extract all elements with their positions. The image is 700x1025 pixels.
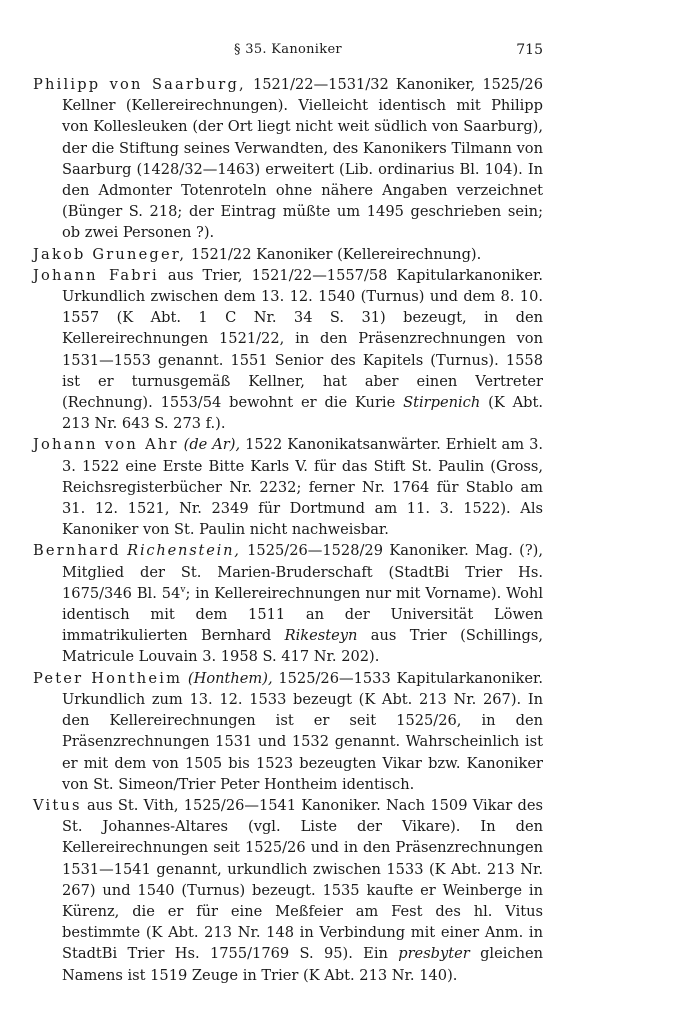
entry-text: 1525/26—1528/29 Kanoniker. Mag. (?), Mitglied der St. Marien-Bruderschaft (StadtBi Trier Hs. 1675/346 Bl. 54 [62, 542, 543, 602]
running-header [33, 40, 543, 62]
entry-text: 1522 Kanonikatsanwärter. Erhielt am 3. 3. 1522 eine Erste Bitte Karls V. für das Stift St. Paulin (Gross, Reichsregisterbücher Nr. 2232; ferner Nr. 1764 für Stablo am 31. 12. 1521, Nr. 2349 für Dortmund am 11. 3. 1522). Als Kanoniker von St. Paulin nicht nachweisbar. [62, 436, 543, 539]
entry-text: 1525/26—1533 Kapitularkanoniker. Urkundlich zum 13. 12. 1533 bezeugt (K Abt. 213 Nr. 267). In den Kellereirechnungen ist er seit 1525/26, in den Präsenzrechnungen 1531 und 1532 genannt. Wahrscheinlich ist er mit dem von 1505 bis 1523 bezeugten Vikar bzw. Kanoniker von St. Simeon/Trier Peter Hontheim identisch. [62, 669, 543, 793]
entry-text: aus Trier, 1521/22—1557/58 Kapitularkanoniker. Urkundlich zwischen dem 13. 12. 1540 (Turnus) und dem 8. 10. 1557 (K Abt. 1 C Nr. 34 S. 31) bezeugt, in den Kellereirechnungen 1521/22, in den Präsenzrechnungen von 1531—1553 genannt. 1551 Senior des Kapitels (Turnus). 1558 ist er turnusgemäß Kellner, hat aber einen Vertreter (Rechnung). 1553/54 bewohnt er die Kurie [62, 266, 543, 412]
entry-name: Vitus [33, 796, 82, 814]
entry-italic-term: presbyter [398, 945, 470, 963]
entry-italic-term: Rikesteyn [284, 627, 358, 645]
section-title: § 35. Kanoniker [234, 42, 342, 57]
document-page [33, 40, 543, 986]
entry-johann-von-ahr [33, 434, 543, 540]
page-number: 715 [516, 42, 543, 58]
entry-name: Philipp von Saarburg, [33, 76, 246, 93]
entry-text-continued: ; in Kellereirechnungen nur mit Vorname). Wohl identisch mit dem 1511 an der Universität Löwen immatrikulierten Bernhard [62, 584, 543, 645]
entry-jakob-gruneger [33, 244, 543, 265]
entry-peter-hontheim [33, 668, 543, 795]
entry-surname: Richenstein, [127, 542, 241, 560]
entry-philipp-von-saarburg [33, 74, 543, 244]
entry-text: 1521/22—1531/32 Kanoniker, 1525/26 Kellner (Kellereirechnungen). Vielleicht identisch mit Philipp von Kollesleuken (der Ort liegt nicht weit südlich von Saarburg), der die Stiftung seines Verwandten, des Kanonikers Tilmann von Saarburg (1428/32—1463) erweitert (Lib. ordinarius Bl. 104). In den Admonter Totenroteln ohne nähere Angaben verzeichnet (Bünger S. 218; der Eintrag müßte um 1495 geschrieben sein; ob zwei Personen ?). [62, 76, 543, 242]
entry-text-tail: gleichen Namens ist 1519 Zeuge in Trier (K Abt. 213 Nr. 140). [62, 945, 543, 984]
entry-italic-term: Stirpenich [403, 394, 481, 412]
entry-bernhard-richenstein [33, 540, 543, 667]
entry-text: 1521/22 Kanoniker (Kellereirechnung). [186, 245, 482, 263]
entry-johann-fabri [33, 265, 543, 435]
entry-vitus [33, 795, 543, 986]
entry-superscript: v [180, 585, 186, 596]
entry-text-tail: (K Abt. 213 Nr. 643 S. 273 f.). [62, 394, 543, 433]
entry-text: aus St. Vith, 1525/26—1541 Kanoniker. Nach 1509 Vikar des St. Johannes-Altares (vgl. Liste der Vikare). In den Kellereirechnungen seit 1525/26 und in den Präsenzrechnungen 1531—1541 genannt, urkundlich zwischen 1533 (K Abt. 213 Nr. 267) und 1540 (Turnus) bezeugt. 1535 kaufte er Weinberge in Kürenz, die er für eine Meßfeier am Fest des hl. Vitus bestimmte (K Abt. 213 Nr. 148 in Verbindung mit einer Anm. in StadtBi Trier Hs. 1755/1769 S. 95). Ein [62, 796, 543, 963]
entry-name: Bernhard [33, 542, 121, 560]
entry-list [33, 74, 543, 986]
entry-name: Jakob Gruneger, [33, 245, 187, 263]
entry-name: Johann Fabri [33, 266, 159, 284]
entry-alt-name: (de Ar), [183, 436, 241, 454]
entry-text-tail: aus Trier (Schillings, Matricule Louvain 3. 1958 S. 417 Nr. 202). [62, 627, 543, 666]
entry-name: Peter Hontheim [33, 669, 183, 687]
entry-name: Johann von Ahr [33, 436, 179, 454]
entry-alt-name: (Honthem), [187, 669, 273, 687]
